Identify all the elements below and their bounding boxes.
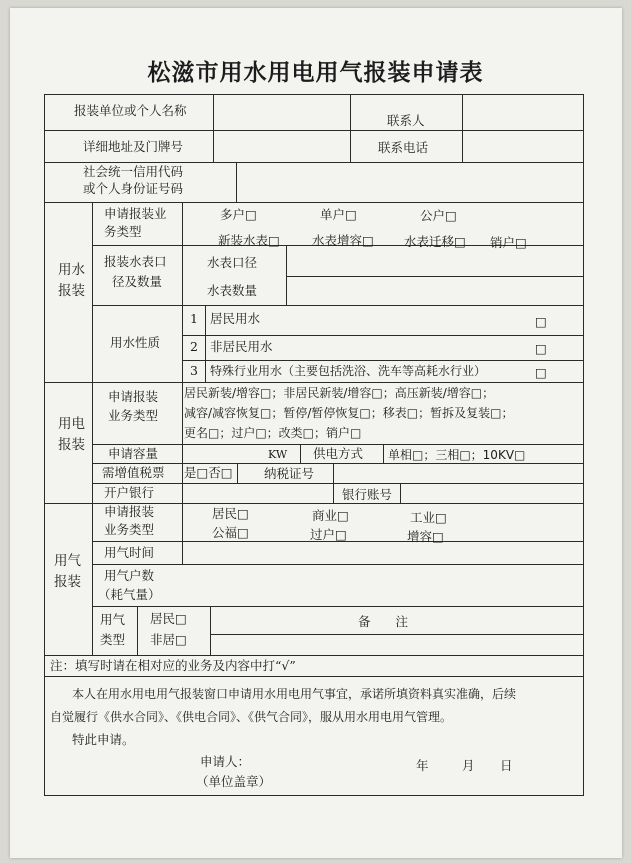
gas-kind-label-2: 类型 [100,632,126,647]
water-option-duohu[interactable]: 多户□ [220,207,257,222]
unit-name-label: 报装单位或个人名称 [74,103,187,118]
row-line [92,305,584,306]
vat-options[interactable]: 是□否□ [184,465,233,480]
meter-label-2: 径及数量 [112,274,163,289]
unit-name-field[interactable] [214,95,349,129]
gas-option-guohu[interactable]: 过户□ [310,527,347,542]
gas-section-label-1: 用气 [54,553,81,569]
address-field[interactable] [214,131,349,161]
applicant-signature-field[interactable] [260,752,390,770]
gas-option-gongye[interactable]: 工业□ [410,510,447,525]
water-option-meter-move[interactable]: 水表迁移□ [404,234,466,249]
capacity-field[interactable] [183,445,268,462]
row-line [92,606,584,607]
gas-kind-feiju[interactable]: 非居□ [150,632,187,647]
bank-field[interactable] [183,484,332,502]
water-nature-3-no: 3 [190,363,198,378]
meter-count-label: 水表数量 [207,283,258,298]
power-type-label-2: 业务类型 [108,408,159,423]
contact-field[interactable] [463,95,583,129]
water-nature-1: 居民用水 [210,311,261,326]
water-type-label-1: 申请报装业 [104,206,167,221]
water-section-label-2: 报装 [58,283,85,299]
water-nature-3-checkbox[interactable]: □ [535,365,547,380]
phone-field[interactable] [463,131,583,161]
supply-mode-label: 供电方式 [313,446,364,461]
water-nature-2-checkbox[interactable]: □ [535,341,547,356]
row-line [44,382,584,383]
gas-kind-jumin[interactable]: 居民□ [150,611,187,626]
credit-code-label-2: 或个人身份证号码 [83,181,184,196]
capacity-label: 申请容量 [108,446,159,461]
unit-stamp-label: （单位盖章） [196,774,272,789]
bank-label: 开户银行 [104,485,155,500]
fill-note: 注：填写时请在相对应的业务及内容中打“√” [50,658,296,673]
date-day: 日 [500,758,513,773]
water-type-label-2: 务类型 [104,224,142,239]
col-line [383,444,384,463]
gas-type-label-1: 申请报装 [104,504,155,519]
row-line [92,444,584,445]
declaration-line-3: 特此申请。 [72,732,135,747]
form-title: 松滋市用水用电用气报装申请表 [147,59,484,86]
power-section-label-2: 报装 [58,437,85,453]
water-nature-2: 非居民用水 [210,339,273,354]
gas-households-field[interactable] [183,565,583,605]
credit-code-field[interactable] [237,163,583,201]
tax-number-label: 纳税证号 [264,466,315,481]
row-line [44,202,584,203]
meter-label-1: 报装水表口 [104,254,167,269]
col-line [182,202,183,564]
meter-caliber-label: 水表口径 [207,255,258,270]
account-label: 银行账号 [342,487,393,502]
water-option-meter-capacity[interactable]: 水表增容□ [312,233,374,248]
gas-households-label-2: （耗气量） [98,587,161,602]
tax-number-field[interactable] [334,464,583,482]
gas-kind-label-1: 用气 [100,612,126,627]
row-line [44,655,584,656]
date-month: 月 [462,758,475,773]
gas-option-jumin[interactable]: 居民□ [212,506,249,521]
col-line [92,202,93,655]
power-options-line-2[interactable]: 减容/减容恢复□；暂停/暂停恢复□；移表□；暂拆及复装□； [184,406,514,420]
capacity-unit: KW [268,448,288,461]
gas-time-label: 用气时间 [104,545,155,560]
vat-label: 需增值税票 [102,465,165,480]
power-type-label-1: 申请报装 [108,389,159,404]
contact-label: 联系人 [387,113,425,128]
col-line [137,606,138,655]
phone-label: 联系电话 [378,140,429,155]
row-line [44,676,584,677]
meter-count-field[interactable] [287,277,583,304]
address-label: 详细地址及门牌号 [83,139,184,154]
remarks-label: 备 注 [358,614,409,629]
declaration-line-2: 自觉履行《供水合同》、《供电合同》、《供气合同》，服从用水用电用气管理。 [50,710,453,724]
meter-caliber-field[interactable] [287,246,583,275]
col-line [237,463,238,483]
water-nature-2-no: 2 [190,339,198,354]
declaration-line-1: 本人在用水用电用气报装窗口申请用水用电用气事宜，承诺所填资料真实准确，后续 [72,687,517,701]
water-nature-1-checkbox[interactable]: □ [535,314,547,329]
water-nature-3: 特殊行业用水（主要包括洗浴、洗车等高耗水行业） [210,364,487,378]
gas-time-field[interactable] [183,542,583,563]
col-line [205,305,206,382]
gas-households-label-1: 用气户数 [104,568,155,583]
water-nature-1-no: 1 [190,311,198,326]
gas-option-gongfu[interactable]: 公福□ [212,525,249,540]
account-field[interactable] [401,484,583,502]
applicant-label: 申请人： [200,754,251,769]
row-line [182,335,584,336]
gas-type-label-2: 业务类型 [104,522,155,537]
water-option-close-account[interactable]: 销户□ [490,235,527,250]
date-year: 年 [416,758,429,773]
water-option-danhu[interactable]: 单户□ [320,207,357,222]
water-section-label-1: 用水 [58,262,85,278]
supply-mode-options[interactable]: 单相□；三相□；10KV□ [388,448,526,462]
remarks-field[interactable] [211,635,583,654]
power-options-line-3[interactable]: 更名□；过户□；改类□；销户□ [184,426,362,440]
gas-option-shangye[interactable]: 商业□ [312,508,349,523]
power-section-label-1: 用电 [58,416,85,432]
gas-section-label-2: 报装 [54,574,81,590]
water-option-new-meter[interactable]: 新装水表□ [218,233,280,248]
water-nature-label: 用水性质 [110,335,161,350]
water-option-gonghu[interactable]: 公户□ [420,208,457,223]
credit-code-label-1: 社会统一信用代码 [83,164,184,179]
power-options-line-1[interactable]: 居民新装/增容□；非居民新装/增容□；高压新装/增容□； [184,386,495,400]
gas-option-zengrong[interactable]: 增容□ [407,529,444,544]
col-line [350,94,351,162]
row-line [182,360,584,361]
col-line [300,444,301,463]
